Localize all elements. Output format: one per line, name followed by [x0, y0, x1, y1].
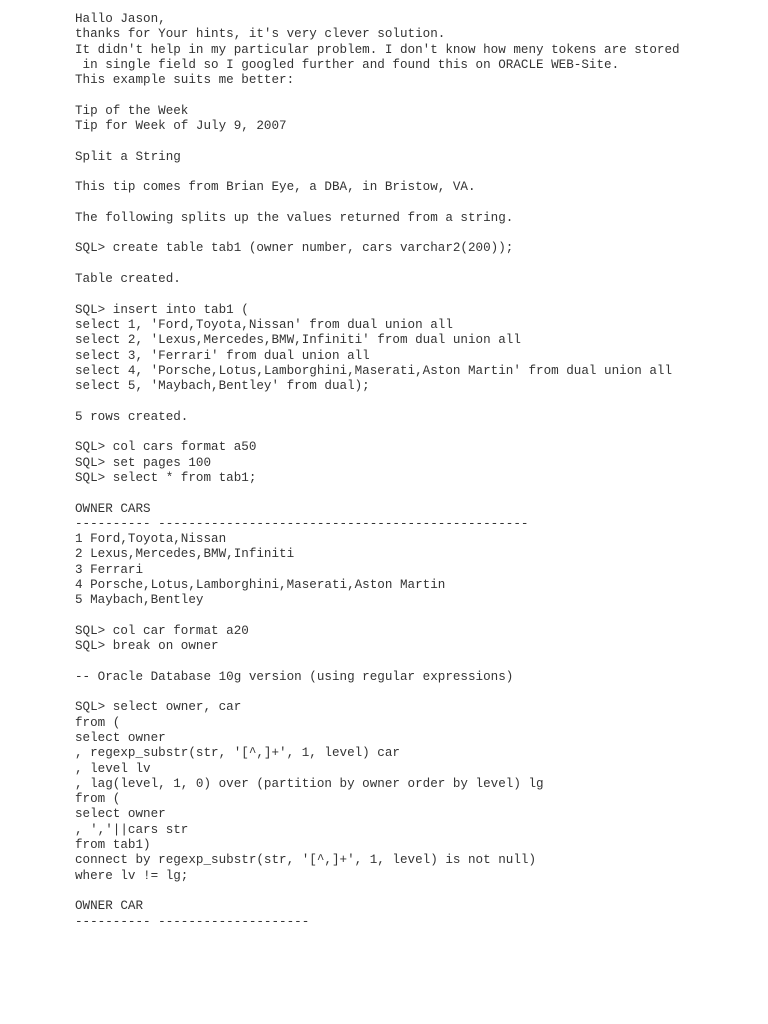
text-line: The following splits up the values returned from a string.	[75, 210, 514, 225]
result-separator: ---------- -------------------------------------------------	[75, 516, 529, 531]
code-line: SQL> col cars format a50	[75, 440, 257, 455]
code-line: from tab1)	[75, 838, 151, 853]
blank-line	[75, 226, 755, 241]
blank-line	[75, 884, 755, 899]
code-line: , regexp_substr(str, '[^,]+', 1, level) car	[75, 746, 400, 761]
code-line: select 3, 'Ferrari' from dual union all	[75, 348, 370, 363]
result-header: OWNER CARS	[75, 501, 151, 516]
blank-line	[75, 88, 755, 103]
text-line: Tip for Week of July 9, 2007	[75, 119, 287, 134]
code-line: , lag(level, 1, 0) over (partition by owner order by level) lg	[75, 776, 544, 791]
code-line: select owner	[75, 730, 166, 745]
result-row: 4 Porsche,Lotus,Lamborghini,Maserati,Aston Martin	[75, 577, 446, 592]
result-row: 2 Lexus,Mercedes,BMW,Infiniti	[75, 547, 295, 562]
blank-line	[75, 257, 755, 272]
code-line: Table created.	[75, 272, 181, 287]
code-line: select 4, 'Porsche,Lotus,Lamborghini,Maserati,Aston Martin' from dual union all	[75, 363, 673, 378]
blank-line	[75, 196, 755, 211]
code-line: , level lv	[75, 761, 151, 776]
text-line: It didn't help in my particular problem. I don't know how meny tokens are stored	[75, 42, 680, 57]
blank-line	[75, 425, 755, 440]
result-header: OWNER CAR	[75, 899, 144, 914]
result-row: 5 Maybach,Bentley	[75, 593, 204, 608]
blank-line	[75, 609, 755, 624]
code-line: select 2, 'Lexus,Mercedes,BMW,Infiniti' from dual union all	[75, 333, 521, 348]
result-row: 1 Ford,Toyota,Nissan	[75, 532, 227, 547]
result-row: 3 Ferrari	[75, 562, 144, 577]
text-line: This tip comes from Brian Eye, a DBA, in Bristow, VA.	[75, 180, 476, 195]
text-line: in single field so I googled further and found this on ORACLE WEB-Site.	[75, 57, 620, 72]
code-line: SQL> col car format a20	[75, 623, 249, 638]
code-line: from (	[75, 792, 121, 807]
code-line: SQL> select owner, car	[75, 700, 242, 715]
blank-line	[75, 165, 755, 180]
blank-line	[75, 287, 755, 302]
blank-line	[75, 394, 755, 409]
blank-line	[75, 654, 755, 669]
text-line: This example suits me better:	[75, 73, 295, 88]
text-line: Tip of the Week	[75, 103, 189, 118]
text-line: thanks for Your hints, it's very clever solution.	[75, 27, 446, 42]
document-body	[75, 12, 755, 930]
text-line: Hallo Jason,	[75, 12, 166, 26]
blank-line	[75, 685, 755, 700]
code-line: , ','||cars str	[75, 822, 189, 837]
code-line: where lv != lg;	[75, 868, 189, 883]
code-line: SQL> create table tab1 (owner number, cars varchar2(200));	[75, 241, 514, 256]
result-separator: ---------- --------------------	[75, 914, 310, 929]
text-line: Split a String	[75, 149, 181, 164]
code-line: select 5, 'Maybach,Bentley' from dual);	[75, 379, 370, 394]
code-line: from (	[75, 715, 121, 730]
code-line: select owner	[75, 807, 166, 822]
code-line: connect by regexp_substr(str, '[^,]+', 1, level) is not null)	[75, 853, 537, 868]
code-line: SQL> insert into tab1 (	[75, 302, 249, 317]
code-comment: -- Oracle Database 10g version (using regular expressions)	[75, 669, 514, 684]
code-line: select 1, 'Ford,Toyota,Nissan' from dual union all	[75, 317, 453, 332]
code-line: 5 rows created.	[75, 409, 189, 424]
code-line: SQL> select * from tab1;	[75, 470, 257, 485]
code-line: SQL> set pages 100	[75, 455, 212, 470]
blank-line	[75, 486, 755, 501]
code-line: SQL> break on owner	[75, 639, 219, 654]
blank-line	[75, 134, 755, 149]
